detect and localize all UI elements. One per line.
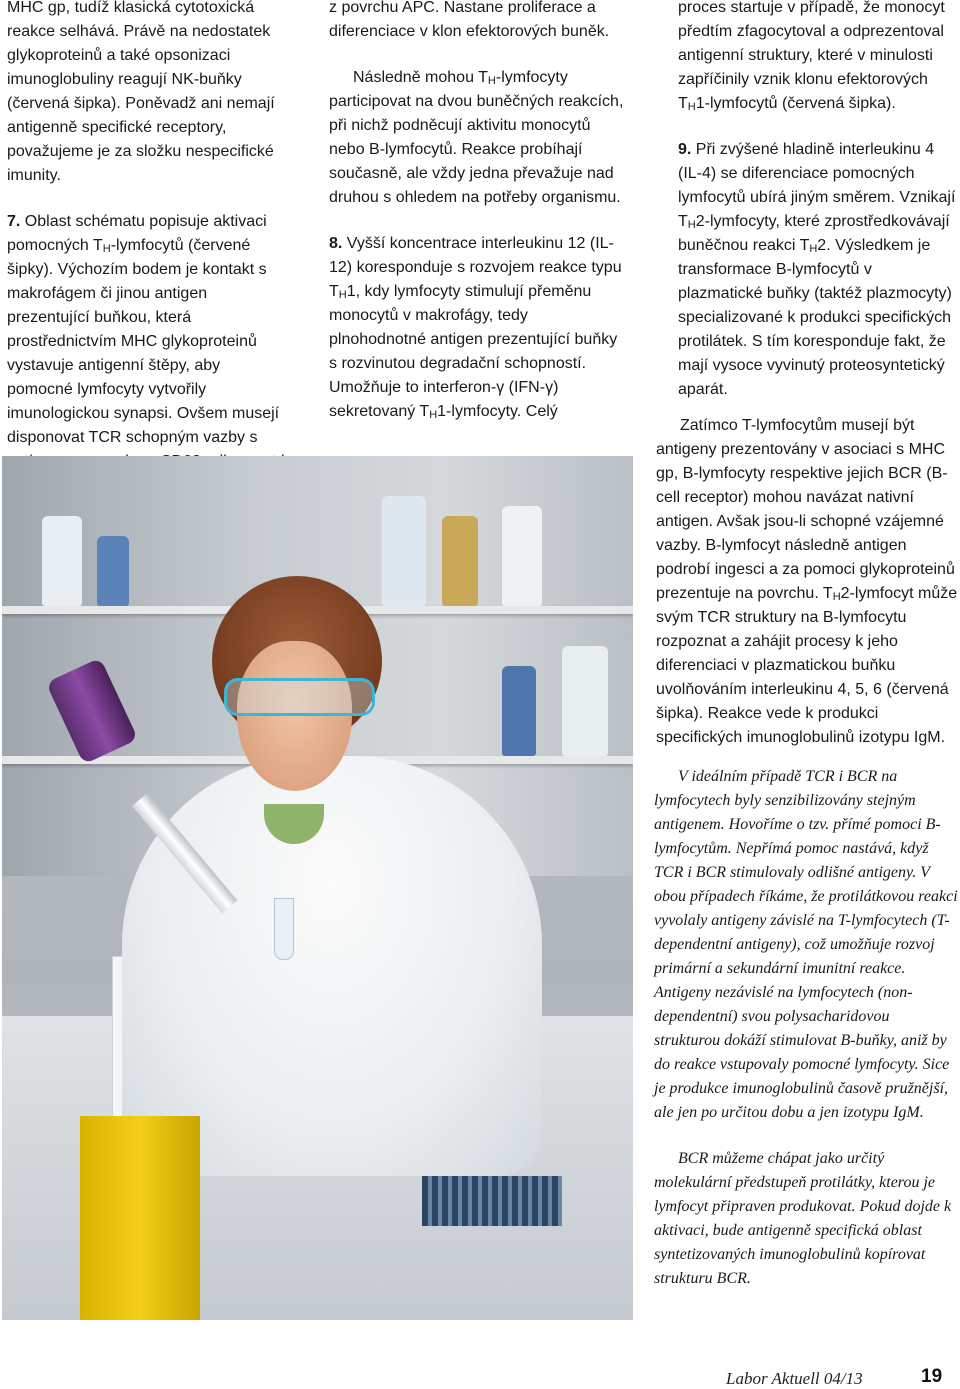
paragraph-bcr-antigen xyxy=(656,414,958,750)
lab-coat xyxy=(122,756,542,1176)
paragraph-point-8 xyxy=(329,232,629,424)
text-span: 2-lymfocyt může svým TCR struktury na B-lymfocytu rozpoznat a zahájit procesy k jeho diferenciaci v plazmatickou buňku uvolňováním interleukinu 4, 5, 6 (červená šipka). Reakce vede k produkci specifických imunoglobulinů izotypu IgM. xyxy=(656,585,958,746)
text-column-middle xyxy=(329,0,629,424)
text-column-left xyxy=(7,0,290,498)
text-span: -lymfocytů (červené šipky). Výchozím bodem je kontakt s makrofágem či jinou antigen prezentující buňkou, která prostřednictvím MHC glykoproteinů vystavuje antigenní štěpy, aby pomocné lymfocyty vytvořily imunologickou synapsi. Ovšem musejí disponovat TCR schopným vazby s xyxy=(7,237,280,446)
bottle xyxy=(562,646,608,756)
text-span: 1-lymfocytů (červená šipka). xyxy=(695,95,896,112)
subscript: H xyxy=(687,101,696,113)
bottle xyxy=(502,506,542,606)
point-number: 9. xyxy=(678,141,692,158)
page-number: 19 xyxy=(921,1366,943,1387)
paragraph-bcr-precursor: BCR můžeme chápat jako určitý molekulární předstupeň protilátky, kterou je lymfocyt připraven produkovat. Pokud dojde k aktivaci, bude antigenně specifická oblast syntetizovaných imunoglobulinů kopírovat strukturu BCR. xyxy=(654,1150,952,1287)
text-span: Vyšší koncentrace interleukinu 12 (IL-12) koresponduje s rozvojem reakce typu T xyxy=(329,235,622,300)
bottle xyxy=(382,496,426,606)
paragraph-apc: z povrchu APC. Nastane proliferace a diferenciace v klon efektorových buněk. xyxy=(329,0,610,40)
subscript: H xyxy=(338,289,347,301)
text-span: 2. Výsledkem je transformace B-lymfocytů v plazmatické buňky (taktéž plazmocyty) specializované k produkci specifických protilátek. S tím koresponduje fakt, že mají vysoce vyvinutý proteosyntetický aparát. xyxy=(678,237,952,398)
text-span: Následně mohou T xyxy=(353,69,488,86)
subscript: H xyxy=(429,409,438,421)
journal-name: Labor Aktuell 04/13 xyxy=(726,1369,863,1388)
test-tube xyxy=(274,898,294,960)
text-span: -lymfocyty participovat na dvou buněčných reakcích, při nichž podněcují aktivitu monocytů nebo B-lymfocytů. Reakce probíhají současně, ale vždy jedna převažuje nad druhou s ohledem na potřeby organismu. xyxy=(329,69,624,206)
tip-rack xyxy=(422,1176,562,1226)
bottle xyxy=(442,516,478,606)
paragraph-nk-cells: MHC gp, tudíž klasická cytotoxická reakce selhává. Právě na nedostatek glykoproteinů a také opsonizaci imunoglobuliny reagují NK-buňky (červená šipka). Poněvadž ani nemají antigenně specifické receptory, považujeme je za složku nespecifické imunity. xyxy=(7,0,275,184)
bottle xyxy=(97,536,129,606)
text-span: 2-lymfocyty, které zprostředkovávají buněčnou reakci T xyxy=(678,213,950,254)
subscript: H xyxy=(102,243,111,255)
face xyxy=(237,641,352,791)
paragraph-direct-help: V ideálním případě TCR i BCR na lymfocytech byly senzibilizovány stejným antigenem. Hovoříme o tzv. přímé pomoci B-lymfocytům. Nepřímá pomoc nastává, když TCR i BCR stimulovaly odlišné antigeny. V obou případech říkáme, že protilátkovou reakci vyvolaly antigeny závislé na T-lymfocytech (T-dependentní antigeny), což umožňuje rozvoj primární a sekundární imunitní reakce. Antigeny nezávislé na lymfocytech (non-dependentní) svou polysacharidovou strukturou dokáží stimulovat B-buňky, aniž by do reakce vstupovaly pomocné lymfocyty. Sice je produkce imunoglobulinů časově pružnější, ale jen po určitou dobu a jen izotypu IgM. xyxy=(654,768,958,1121)
text-column-right xyxy=(656,0,958,402)
text-span: proces startuje v případě, že monocyt předtím zfagocytoval a odprezentoval antigenní struktury, které v minulosti zapříčinily vznik klonu efektorových T xyxy=(678,0,945,112)
point-number: 8. xyxy=(329,235,343,252)
italic-sidebar xyxy=(654,765,958,1291)
text-span: Zatímco T-lymfocytům musejí být antigeny prezentovány v asociaci s MHC gp, B-lymfocyty respektive jejich BCR (B-cell receptor) mohou navázat nativní antigen. Avšak jsou-li schopné vzájemné vazby. B-lymfocyt následně antigen podrobí ingesci a za pomoci glykoproteinů prezentuje na povrchu. T xyxy=(656,417,955,602)
paragraph-point-9 xyxy=(656,138,958,402)
subscript: H xyxy=(809,243,818,255)
text-span: 1, kdy lymfocyty stimulují přeměnu monocytů v makrofágy, tedy plnohodnotné antigen prezentující buňky s rozvinutou degradační schopností. Umožňuje to interferon-γ (IFN-γ) sekretovaný T xyxy=(329,283,618,420)
paragraph-th1-process xyxy=(656,0,958,116)
paragraph-th-reactions xyxy=(329,66,629,210)
subscript: H xyxy=(487,75,496,87)
bottle xyxy=(502,666,536,756)
safety-goggles xyxy=(224,678,375,716)
subscript: H xyxy=(832,591,841,603)
subscript: H xyxy=(687,219,696,231)
text-span: Při zvýšené hladině interleukinu 4 (IL-4) se diferenciace pomocných lymfocytů ubírá jiným směrem. Vznikají T xyxy=(678,141,956,230)
text-column-right-lower xyxy=(656,414,958,750)
paragraph-point-7 xyxy=(7,210,290,498)
yellow-container xyxy=(80,1116,200,1320)
bottle xyxy=(42,516,82,606)
lab-photo xyxy=(2,456,633,1320)
text-span: Oblast schématu popisuje aktivaci pomocných T xyxy=(7,213,267,254)
point-number: 7. xyxy=(7,213,21,230)
text-span: 1-lymfocyty. Celý xyxy=(437,403,558,420)
